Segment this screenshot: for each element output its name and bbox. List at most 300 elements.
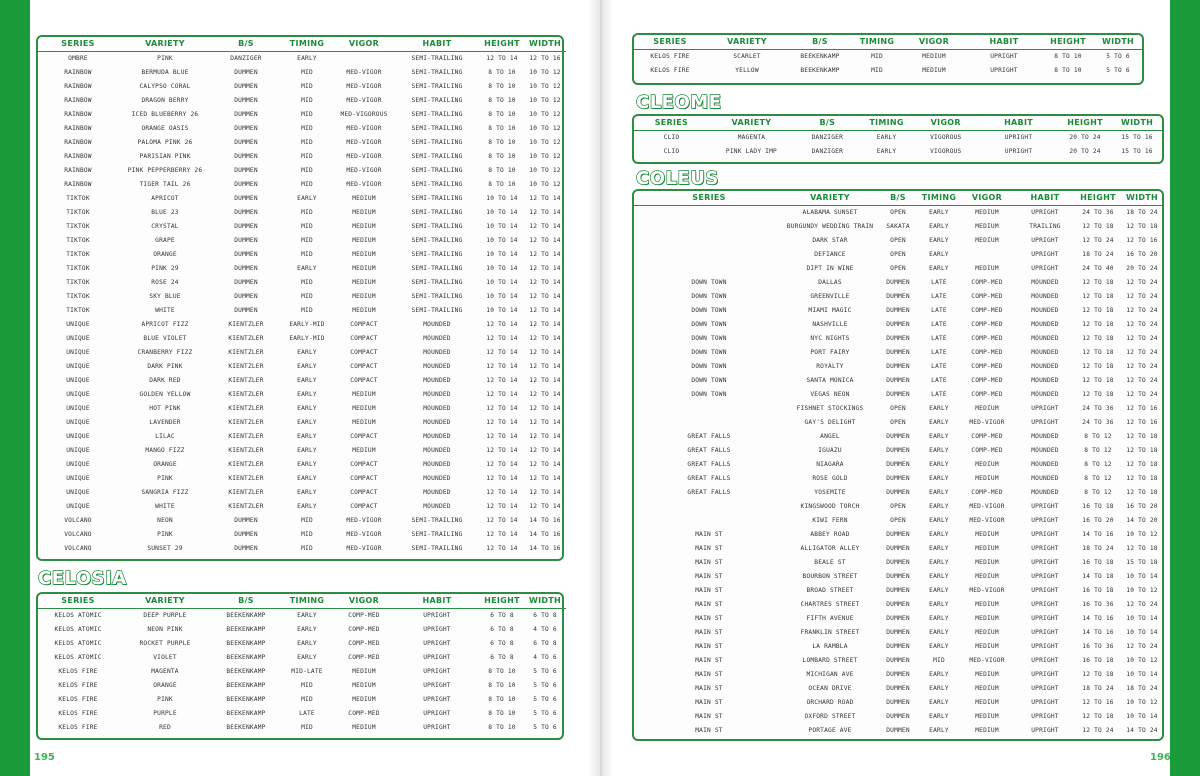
column-header: VIGOR bbox=[902, 35, 966, 49]
table-cell: EARLY-MID bbox=[289, 334, 325, 342]
table-row bbox=[38, 65, 566, 79]
table-cell: 10 TO 12 bbox=[1126, 698, 1158, 706]
table-cell: 8 TO 10 bbox=[488, 68, 516, 76]
table-cell: UNIQUE bbox=[66, 348, 90, 356]
table-cell: UPRIGHT bbox=[1031, 418, 1059, 426]
table-cell: DUMMEN bbox=[886, 488, 910, 496]
table-cell: MEDIUM bbox=[975, 670, 999, 678]
table-cell: 18 TO 24 bbox=[1126, 684, 1158, 692]
table-cell: 8 TO 10 bbox=[1054, 52, 1082, 60]
table-cell: PINK bbox=[157, 474, 173, 482]
table-cell: 10 TO 12 bbox=[1126, 586, 1158, 594]
table-cell bbox=[634, 499, 784, 513]
table-cell: 12 TO 14 bbox=[486, 362, 518, 370]
table-row bbox=[634, 723, 1162, 737]
table-row bbox=[38, 415, 566, 429]
table-cell: OXFORD STREET bbox=[804, 712, 856, 720]
table-cell: 12 TO 18 bbox=[1082, 390, 1114, 398]
table-cell: 24 TO 40 bbox=[1082, 264, 1114, 272]
table-cell: EARLY bbox=[929, 418, 949, 426]
table-cell: 15 TO 16 bbox=[1121, 147, 1153, 155]
table-cell: UPRIGHT bbox=[423, 611, 451, 619]
table-cell: DARK PINK bbox=[147, 362, 183, 370]
table-cell: MEDIUM bbox=[975, 530, 999, 538]
table-cell: MEDIUM bbox=[975, 726, 999, 734]
table-cell: EARLY bbox=[876, 133, 897, 141]
table-cell: MEDIUM bbox=[975, 614, 999, 622]
table-cell: MOUNDED bbox=[1031, 432, 1059, 440]
table-cell: MOUNDED bbox=[1031, 488, 1059, 496]
table-cell: NYC NIGHTS bbox=[810, 334, 850, 342]
table-cell: BEEKENKAMP bbox=[226, 695, 266, 703]
table-cell: MAIN ST bbox=[695, 684, 723, 692]
table-cell: MID bbox=[301, 516, 313, 524]
table-cell: EARLY bbox=[929, 642, 949, 650]
table-cell: COMP-MED bbox=[971, 446, 1003, 454]
table-cell: SEMI-TRAILING bbox=[411, 166, 463, 174]
table-cell: 12 TO 14 bbox=[486, 348, 518, 356]
column-header: B/S bbox=[794, 116, 861, 130]
table-cell: 10 TO 12 bbox=[529, 152, 561, 160]
table-cell: KELOS ATOMIC bbox=[54, 653, 102, 661]
table-cell: COMP-MED bbox=[971, 278, 1003, 286]
table-cell: BROAD STREET bbox=[806, 586, 854, 594]
table-cell: OPEN bbox=[890, 208, 906, 216]
table-cell: EARLY bbox=[297, 625, 317, 633]
table-cell: 8 TO 10 bbox=[488, 681, 516, 689]
table-cell: MID bbox=[301, 166, 313, 174]
table-cell: DUMMEN bbox=[234, 544, 258, 552]
table-cell: LATE bbox=[931, 292, 947, 300]
table-cell: 12 TO 24 bbox=[1082, 726, 1114, 734]
table-cell: DUMMEN bbox=[234, 264, 258, 272]
table-cell: UPRIGHT bbox=[1031, 628, 1059, 636]
column-header: B/S bbox=[876, 191, 920, 205]
table-cell: TIKTOK bbox=[66, 250, 90, 258]
table-cell: MEDIUM bbox=[975, 404, 999, 412]
table-cell: CHARTRES STREET bbox=[800, 600, 860, 608]
table-cell: 4 TO 6 bbox=[533, 625, 557, 633]
table-cell: UPRIGHT bbox=[1031, 264, 1059, 272]
table-cell: MOUNDED bbox=[1031, 362, 1059, 370]
table-cell: UNIQUE bbox=[66, 502, 90, 510]
table-cell: 8 TO 10 bbox=[488, 152, 516, 160]
table-cell: 5 TO 6 bbox=[533, 667, 557, 675]
table-cell: EARLY bbox=[929, 698, 949, 706]
table-row bbox=[38, 471, 566, 485]
table-cell: 12 TO 18 bbox=[1082, 278, 1114, 286]
table-row bbox=[634, 63, 1142, 77]
table-cell: 12 TO 14 bbox=[529, 208, 561, 216]
table-cell: MEDIUM bbox=[352, 306, 376, 314]
table-row bbox=[634, 345, 1162, 359]
table-cell: 15 TO 18 bbox=[1126, 558, 1158, 566]
table-cell: BEEKENKAMP bbox=[226, 611, 266, 619]
table-cell: 20 TO 24 bbox=[1126, 264, 1158, 272]
table-cell: UNIQUE bbox=[66, 390, 90, 398]
table-cell bbox=[334, 51, 394, 65]
table-cell: UPRIGHT bbox=[1004, 133, 1033, 141]
table-cell: RAINBOW bbox=[64, 152, 92, 160]
table-cell: 14 TO 16 bbox=[1082, 614, 1114, 622]
table-row bbox=[634, 331, 1162, 345]
table-cell: MOUNDED bbox=[423, 376, 451, 384]
table-cell: MED-VIGOR bbox=[346, 68, 382, 76]
table-cell: 12 TO 14 bbox=[529, 250, 561, 258]
table-cell: MAIN ST bbox=[695, 712, 723, 720]
table-cell: SEMI-TRAILING bbox=[411, 96, 463, 104]
table-cell: 10 TO 12 bbox=[529, 82, 561, 90]
table-row bbox=[634, 625, 1162, 639]
table-cell: EARLY bbox=[297, 653, 317, 661]
table-row bbox=[634, 611, 1162, 625]
table-row bbox=[38, 289, 566, 303]
table-cell: 14 TO 16 bbox=[529, 530, 561, 538]
table-row bbox=[634, 499, 1162, 513]
table-cell: DUMMEN bbox=[886, 656, 910, 664]
table-cell bbox=[634, 247, 784, 261]
table-cell: 12 TO 14 bbox=[486, 502, 518, 510]
table-cell: MED-VIGOR bbox=[346, 138, 382, 146]
table-row bbox=[634, 261, 1162, 275]
table-cell bbox=[634, 415, 784, 429]
table-cell: 8 TO 10 bbox=[488, 723, 516, 731]
table-cell: BERMUDA BLUE bbox=[141, 68, 189, 76]
table-cell: 10 TO 12 bbox=[529, 138, 561, 146]
column-header: HEIGHT bbox=[1042, 35, 1094, 49]
table-cell: GREAT FALLS bbox=[687, 460, 731, 468]
table-row bbox=[634, 359, 1162, 373]
table-cell: 12 TO 18 bbox=[1126, 474, 1158, 482]
table-cell: BEEKENKAMP bbox=[226, 639, 266, 647]
table-cell: UPRIGHT bbox=[1031, 572, 1059, 580]
table-cell: KELOS ATOMIC bbox=[54, 611, 102, 619]
table-box-top-left bbox=[36, 35, 564, 561]
column-header: TIMING bbox=[920, 191, 958, 205]
table-cell: MEDIUM bbox=[975, 642, 999, 650]
table-cell: OMBRE bbox=[68, 54, 88, 62]
table-cell: PORTAGE AVE bbox=[808, 726, 852, 734]
table-cell: FRANKLIN STREET bbox=[800, 628, 860, 636]
table-cell: 10 TO 14 bbox=[1126, 712, 1158, 720]
table-cell: SEMI-TRAILING bbox=[411, 264, 463, 272]
table-cell: 5 TO 6 bbox=[533, 681, 557, 689]
table-cell: 12 TO 14 bbox=[529, 362, 561, 370]
table-cell: EARLY bbox=[929, 670, 949, 678]
table-row bbox=[634, 303, 1162, 317]
table-cell: UNIQUE bbox=[66, 460, 90, 468]
table-cell: MAIN ST bbox=[695, 600, 723, 608]
table-cell: MEDIUM bbox=[352, 194, 376, 202]
table-cell: 10 TO 12 bbox=[529, 166, 561, 174]
table-cell: MED-VIGOR bbox=[346, 180, 382, 188]
table-cell: BEEKENKAMP bbox=[226, 625, 266, 633]
table-row bbox=[634, 247, 1162, 261]
table-cell: MOUNDED bbox=[423, 432, 451, 440]
table-cell: DUMMEN bbox=[886, 432, 910, 440]
table-cell: MEDIUM bbox=[975, 558, 999, 566]
table-cell: EARLY bbox=[297, 404, 317, 412]
table-cell: MEDIUM bbox=[352, 250, 376, 258]
table-cell: KIENTZLER bbox=[228, 418, 264, 426]
column-header: VIGOR bbox=[913, 116, 980, 130]
table-cell: SEMI-TRAILING bbox=[411, 250, 463, 258]
table-cell: 16 TO 18 bbox=[1082, 586, 1114, 594]
table-cell: RED bbox=[159, 723, 171, 731]
table-cell: ORANGE bbox=[153, 460, 177, 468]
table-cell: MED-VIGOR bbox=[969, 516, 1005, 524]
table-cell: 12 TO 24 bbox=[1126, 362, 1158, 370]
table-cell: MID-LATE bbox=[291, 667, 323, 675]
table-cell: DUMMEN bbox=[886, 572, 910, 580]
table-cell: EARLY bbox=[929, 586, 949, 594]
table-cell: 16 TO 20 bbox=[1082, 516, 1114, 524]
column-header: HABIT bbox=[979, 116, 1058, 130]
column-header: TIMING bbox=[280, 37, 334, 51]
table-cell: MED-VIGOR bbox=[969, 656, 1005, 664]
table-cell: MOUNDED bbox=[1031, 446, 1059, 454]
table-cell: PINK bbox=[157, 530, 173, 538]
table-cell: MID bbox=[871, 52, 883, 60]
table-cell: SEMI-TRAILING bbox=[411, 124, 463, 132]
table-cell: KELOS FIRE bbox=[58, 723, 98, 731]
table-cell: KIENTZLER bbox=[228, 390, 264, 398]
table-cell: OCEAN DRIVE bbox=[808, 684, 852, 692]
table-cell: DUMMEN bbox=[886, 684, 910, 692]
table-cell: UPRIGHT bbox=[990, 66, 1018, 74]
table-cell: DUMMEN bbox=[234, 250, 258, 258]
table-cell: MID bbox=[301, 723, 313, 731]
table-cell: UPRIGHT bbox=[1031, 698, 1059, 706]
table-cell: 8 TO 12 bbox=[1084, 474, 1112, 482]
table-cell bbox=[958, 247, 1016, 261]
table-cell: MEDIUM bbox=[352, 681, 376, 689]
table-cell: SEMI-TRAILING bbox=[411, 278, 463, 286]
left-page-edge bbox=[0, 0, 30, 776]
table-cell: MOUNDED bbox=[423, 460, 451, 468]
table-cell: YOSEMITE bbox=[814, 488, 846, 496]
table-cell: UPRIGHT bbox=[423, 625, 451, 633]
table-cell: KELOS FIRE bbox=[650, 66, 690, 74]
page-number-right: 196 bbox=[1150, 752, 1171, 763]
column-header: VARIETY bbox=[709, 116, 794, 130]
table-row bbox=[634, 527, 1162, 541]
table-cell: 10 TO 12 bbox=[529, 96, 561, 104]
table-row bbox=[634, 219, 1162, 233]
table-cell: MAIN ST bbox=[695, 586, 723, 594]
table-cell: UPRIGHT bbox=[423, 667, 451, 675]
table-cell: 12 TO 18 bbox=[1082, 306, 1114, 314]
table-cell: BEEKENKAMP bbox=[800, 52, 840, 60]
table-cell: RAINBOW bbox=[64, 82, 92, 90]
table-cell: 12 TO 18 bbox=[1082, 670, 1114, 678]
table-cell: EARLY bbox=[929, 404, 949, 412]
table-cell: 8 TO 10 bbox=[488, 110, 516, 118]
table-cell: 15 TO 16 bbox=[1121, 133, 1153, 141]
table-cell: VOLCANO bbox=[64, 544, 92, 552]
table-cell: UPRIGHT bbox=[1031, 516, 1059, 524]
column-header: VARIETY bbox=[118, 37, 212, 51]
table-row bbox=[38, 608, 566, 622]
column-header: WIDTH bbox=[524, 594, 566, 608]
table-cell: 10 TO 14 bbox=[486, 222, 518, 230]
table-cell: MEDIUM bbox=[352, 667, 376, 675]
table-cell: UNIQUE bbox=[66, 488, 90, 496]
table-cell: TIGER TAIL 26 bbox=[139, 180, 191, 188]
column-header: WIDTH bbox=[1122, 191, 1162, 205]
table-cell: GREAT FALLS bbox=[687, 432, 731, 440]
table-cell: 10 TO 14 bbox=[1126, 614, 1158, 622]
table-row bbox=[634, 695, 1162, 709]
table-cell: LOMBARD STREET bbox=[802, 656, 858, 664]
table-cell: 12 TO 14 bbox=[486, 390, 518, 398]
table-cell: MID bbox=[301, 544, 313, 552]
table-cell: UPRIGHT bbox=[1004, 147, 1033, 155]
column-header: VARIETY bbox=[784, 191, 876, 205]
table-cell: EARLY bbox=[929, 600, 949, 608]
table-cell: SANGRIA FIZZ bbox=[141, 488, 189, 496]
table-cell: NEON PINK bbox=[147, 625, 183, 633]
table-cell: MOUNDED bbox=[1031, 390, 1059, 398]
table-cell: MID bbox=[301, 82, 313, 90]
table-cell: COMPACT bbox=[350, 474, 378, 482]
table-box-coleus bbox=[632, 189, 1164, 741]
table-row bbox=[634, 597, 1162, 611]
table-row bbox=[38, 51, 566, 65]
table-cell: MID bbox=[301, 292, 313, 300]
table-cell: COMPACT bbox=[350, 460, 378, 468]
table-cell: BLUE 23 bbox=[151, 208, 179, 216]
table-cell: MEDIUM bbox=[352, 418, 376, 426]
table-cell: KIENTZLER bbox=[228, 348, 264, 356]
table-cell: DARK RED bbox=[149, 376, 181, 384]
table-cell: 5 TO 6 bbox=[533, 695, 557, 703]
table-cell: YELLOW bbox=[735, 66, 759, 74]
table-cell: MID bbox=[301, 306, 313, 314]
table-cell: MED-VIGOROUS bbox=[340, 110, 388, 118]
table-cell bbox=[634, 233, 784, 247]
table-cell: 12 TO 14 bbox=[529, 194, 561, 202]
table-cell: KINGSWOOD TORCH bbox=[800, 502, 860, 510]
table-cell: RAINBOW bbox=[64, 68, 92, 76]
table-row bbox=[38, 359, 566, 373]
column-header: HEIGHT bbox=[480, 594, 524, 608]
table-row bbox=[38, 401, 566, 415]
table-cell: GREAT FALLS bbox=[687, 474, 731, 482]
table-cell: MAIN ST bbox=[695, 656, 723, 664]
table-cell: 12 TO 24 bbox=[1126, 642, 1158, 650]
column-header: HABIT bbox=[394, 594, 480, 608]
table-cell: LATE bbox=[931, 390, 947, 398]
table-cell: UPRIGHT bbox=[1031, 544, 1059, 552]
table-cell: 12 TO 18 bbox=[1126, 544, 1158, 552]
table-row bbox=[38, 149, 566, 163]
table-row bbox=[634, 471, 1162, 485]
table-row bbox=[38, 485, 566, 499]
table-cell: UPRIGHT bbox=[1031, 236, 1059, 244]
table-cell: 12 TO 14 bbox=[529, 376, 561, 384]
table-cell: MOUNDED bbox=[423, 362, 451, 370]
table-cell: UPRIGHT bbox=[1031, 684, 1059, 692]
table-cell: MID bbox=[301, 152, 313, 160]
table-row bbox=[38, 457, 566, 471]
column-header: HEIGHT bbox=[1074, 191, 1122, 205]
table-cell: DUMMEN bbox=[886, 474, 910, 482]
table-cell: UPRIGHT bbox=[1031, 530, 1059, 538]
table-cell: UPRIGHT bbox=[423, 639, 451, 647]
table-cell: 12 TO 14 bbox=[529, 418, 561, 426]
table-cell: DUMMEN bbox=[234, 110, 258, 118]
table-cell: UPRIGHT bbox=[1031, 614, 1059, 622]
table-row bbox=[38, 541, 566, 555]
table-cell: ROSE GOLD bbox=[812, 474, 848, 482]
table-cell: MEDIUM bbox=[975, 460, 999, 468]
table-cell: 24 TO 36 bbox=[1082, 208, 1114, 216]
table-cell: MEDIUM bbox=[352, 264, 376, 272]
table-cell: DUMMEN bbox=[234, 292, 258, 300]
section-title-coleus: COLEUS bbox=[636, 168, 719, 189]
table-cell: 8 TO 10 bbox=[488, 667, 516, 675]
table-row bbox=[634, 667, 1162, 681]
table-cell: 8 TO 10 bbox=[488, 138, 516, 146]
table-cell: DUMMEN bbox=[886, 306, 910, 314]
table-cell: PINK bbox=[157, 54, 173, 62]
table-cell: MIAMI MAGIC bbox=[808, 306, 852, 314]
table-cell: RAINBOW bbox=[64, 180, 92, 188]
table-cell: 10 TO 14 bbox=[486, 292, 518, 300]
table-row bbox=[38, 261, 566, 275]
table-cell: 10 TO 14 bbox=[486, 208, 518, 216]
table-cell: DUMMEN bbox=[234, 306, 258, 314]
table-cell: OPEN bbox=[890, 250, 906, 258]
table-cell: MAGENTA bbox=[737, 133, 766, 141]
table-row bbox=[634, 681, 1162, 695]
table-cell: UNIQUE bbox=[66, 418, 90, 426]
table-cell: MOUNDED bbox=[423, 502, 451, 510]
column-header: SERIES bbox=[38, 37, 118, 51]
table-cell: 16 TO 18 bbox=[1082, 656, 1114, 664]
table-cell: KIENTZLER bbox=[228, 460, 264, 468]
table-cell: MAIN ST bbox=[695, 726, 723, 734]
table-cell: COMP-MED bbox=[971, 432, 1003, 440]
right-page-edge bbox=[1170, 0, 1200, 776]
table-cell: 12 TO 18 bbox=[1082, 712, 1114, 720]
table-cell: VIOLET bbox=[153, 653, 177, 661]
table-cell: MEDIUM bbox=[352, 208, 376, 216]
table-cell: 10 TO 14 bbox=[486, 250, 518, 258]
table-cell: 8 TO 10 bbox=[488, 709, 516, 717]
table-cell: SEMI-TRAILING bbox=[411, 54, 463, 62]
table-cell: MAIN ST bbox=[695, 628, 723, 636]
table-cell: ANGEL bbox=[820, 432, 840, 440]
table-cell: 18 TO 24 bbox=[1082, 250, 1114, 258]
table-row bbox=[38, 233, 566, 247]
table-cell: EARLY bbox=[297, 390, 317, 398]
table-cell: OPEN bbox=[890, 236, 906, 244]
table-cell: MOUNDED bbox=[423, 488, 451, 496]
table-cell: RAINBOW bbox=[64, 96, 92, 104]
table-cell: ORANGE bbox=[153, 681, 177, 689]
table-cell: 12 TO 24 bbox=[1126, 600, 1158, 608]
table-cell: DUMMEN bbox=[234, 530, 258, 538]
table-cell: COMP-MED bbox=[348, 625, 380, 633]
page-number-left: 195 bbox=[34, 752, 55, 763]
table-cell: SEMI-TRAILING bbox=[411, 544, 463, 552]
table-cell: KIENTZLER bbox=[228, 446, 264, 454]
table-cell: 12 TO 14 bbox=[529, 222, 561, 230]
table-cell: CLIO bbox=[663, 147, 680, 155]
table-cell: DUMMEN bbox=[886, 586, 910, 594]
